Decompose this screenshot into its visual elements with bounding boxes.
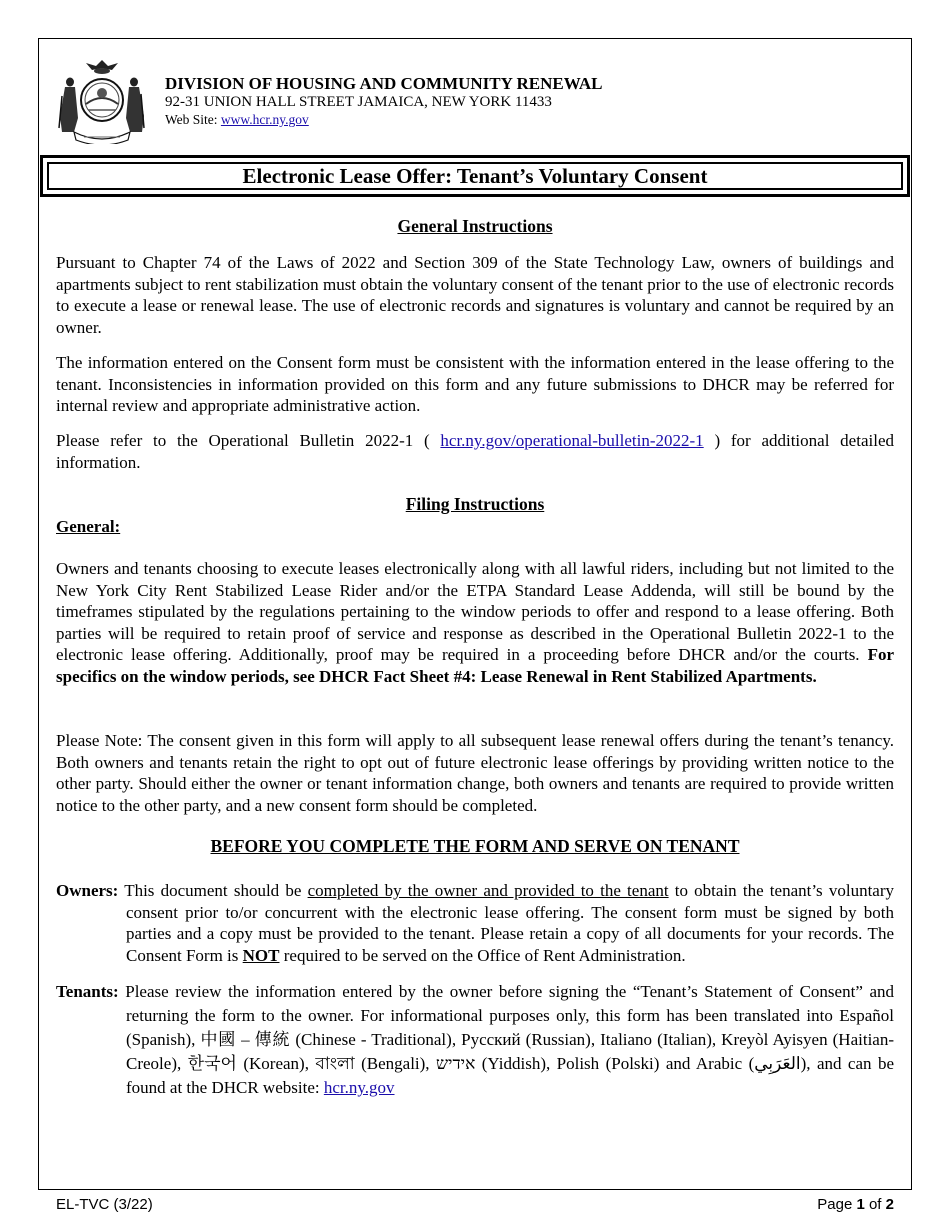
bulletin-ref-after: ) for additional detailed information.: [56, 431, 894, 472]
general-instructions-p1-wrap: [56, 252, 894, 338]
agency-website: [165, 111, 602, 128]
page-total: 2: [885, 1196, 894, 1213]
owners-paragraph-wrap: [56, 880, 894, 966]
tenants-paragraph: [56, 980, 894, 1100]
tenants-label: Tenants:: [56, 982, 119, 1001]
page-word: Page: [817, 1196, 857, 1213]
page-of: of: [864, 1196, 886, 1213]
general-instructions-p2-wrap: [56, 352, 894, 417]
website-link[interactable]: www.hcr.ny.gov: [220, 112, 309, 127]
filing-general-subheading: General:: [56, 517, 121, 536]
footer-form-code: EL-TVC (3/22): [56, 1196, 153, 1213]
tenants-paragraph-wrap: [56, 980, 894, 1100]
title-box: [40, 155, 910, 197]
owners-label: Owners:: [56, 881, 119, 900]
form-title: Electronic Lease Offer: Tenant’s Voluntary Consent: [47, 162, 903, 190]
owners-paragraph: [56, 880, 894, 966]
owners-text-middle: to obtain the tenant’s voluntary consent prior to/or concurrent with the electronic lease offering. The consent form must be signed by both parties and a copy must be provided to the tenant. Please retain a copy of all documents for your records. The Consent Form is: [126, 881, 895, 965]
page-current: 1: [856, 1196, 865, 1213]
owners-text-before: This document should be: [118, 881, 308, 900]
before-section-heading: BEFORE YOU COMPLETE THE FORM AND SERVE ON TENANT: [210, 836, 740, 856]
filing-general-subheading-wrap: [56, 516, 894, 538]
agency-header: [165, 75, 602, 128]
footer-page-number: [817, 1196, 894, 1213]
general-instructions-paragraph-3: [56, 430, 894, 473]
owners-text-underlined: completed by the owner and provided to the tenant: [307, 881, 669, 900]
dhcr-website-link[interactable]: hcr.ny.gov: [323, 1078, 395, 1097]
owners-not: NOT: [242, 945, 280, 965]
bulletin-ref-before: Please refer to the Operational Bulletin 2022-1 (: [56, 431, 441, 450]
general-instructions-heading: General Instructions: [397, 216, 553, 236]
general-instructions-paragraph-1: Pursuant to Chapter 74 of the Laws of 2022 and Section 309 of the State Technology Law, owners of buildings and apartments subject to rent stabilization must obtain the voluntary consent of the tenant prior to the use of electronic records to execute a lease or renewal lease. The use of electronic records and signatures is voluntary and cannot be required by an owner.: [56, 253, 894, 337]
filing-instructions-heading: Filing Instructions: [405, 494, 545, 514]
general-instructions-paragraph-2: The information entered on the Consent form must be consistent with the information entered in the lease offering to the tenant. Inconsistencies in information provided on this form and any future submissions to DHCR may be referred for internal review and appropriate administrative action.: [56, 353, 894, 415]
new-york-state-seal: [56, 56, 148, 144]
filing-instructions-heading-wrap: [56, 494, 894, 516]
agency-name: DIVISION OF HOUSING AND COMMUNITY RENEWAL: [165, 74, 603, 93]
general-instructions-heading-wrap: [56, 216, 894, 238]
filing-instructions-p2-wrap: [56, 730, 894, 816]
before-section-heading-wrap: [56, 836, 894, 858]
filing-instructions-paragraph-2: Please Note: The consent given in this form will apply to all subsequent lease renewal offers during the tenant’s tenancy. Both owners and tenants retain the right to opt out of future electronic lease offerings by providing written notice to the other party. Should either the owner or tenant information change, both owners and tenants are required to provide written notice to the other party, and a new consent form should be completed.: [56, 731, 894, 815]
filing-instructions-paragraph-1: [56, 558, 894, 687]
owners-text-after: required to be served on the Office of Rent Administration.: [279, 945, 686, 965]
filing-p1-bold: For specifics on the window periods, see DHCR Fact Sheet #4: Lease Renewal in Rent Stabilized Apartments.: [56, 645, 894, 686]
tenants-text: Please review the information entered by the owner before signing the “Tenant’s Statement of Consent” and returning the form to the owner. For informational purposes only, this form has been translated into Español (Spanish), 中國 – 傳統 (Chinese - Traditional), Русский (Russian), Italiano (Italian), Kreyòl Ayisyen (Haitian-Creole), 한국어 (Korean), বাংলা (Bengali), אידיש (Yiddish), Polish (Polski) and Arabic (العَرَبِي), and can be found at the DHCR website:: [118, 982, 894, 1097]
filing-instructions-p1-wrap: [56, 558, 894, 687]
bulletin-link[interactable]: hcr.ny.gov/operational-bulletin-2022-1: [440, 431, 704, 450]
website-label: Web Site:: [165, 112, 221, 127]
agency-address: 92-31 UNION HALL STREET JAMAICA, NEW YORK 11433: [165, 94, 552, 110]
filing-p1-text: Owners and tenants choosing to execute leases electronically along with all lawful riders, including but not limited to the New York City Rent Stabilized Lease Rider and/or the ETPA Standard Lease Addenda, will still be bound by the timeframes stipulated by the regulations pertaining to the window periods to offer and respond to a lease offering. Both parties will be required to retain proof of service and response as described in the Operational Bulletin 2022-1 to the electronic lease offering. Additionally, proof may be required in a proceeding before DHCR and/or the courts.: [56, 559, 894, 664]
general-instructions-p3-wrap: [56, 430, 894, 473]
